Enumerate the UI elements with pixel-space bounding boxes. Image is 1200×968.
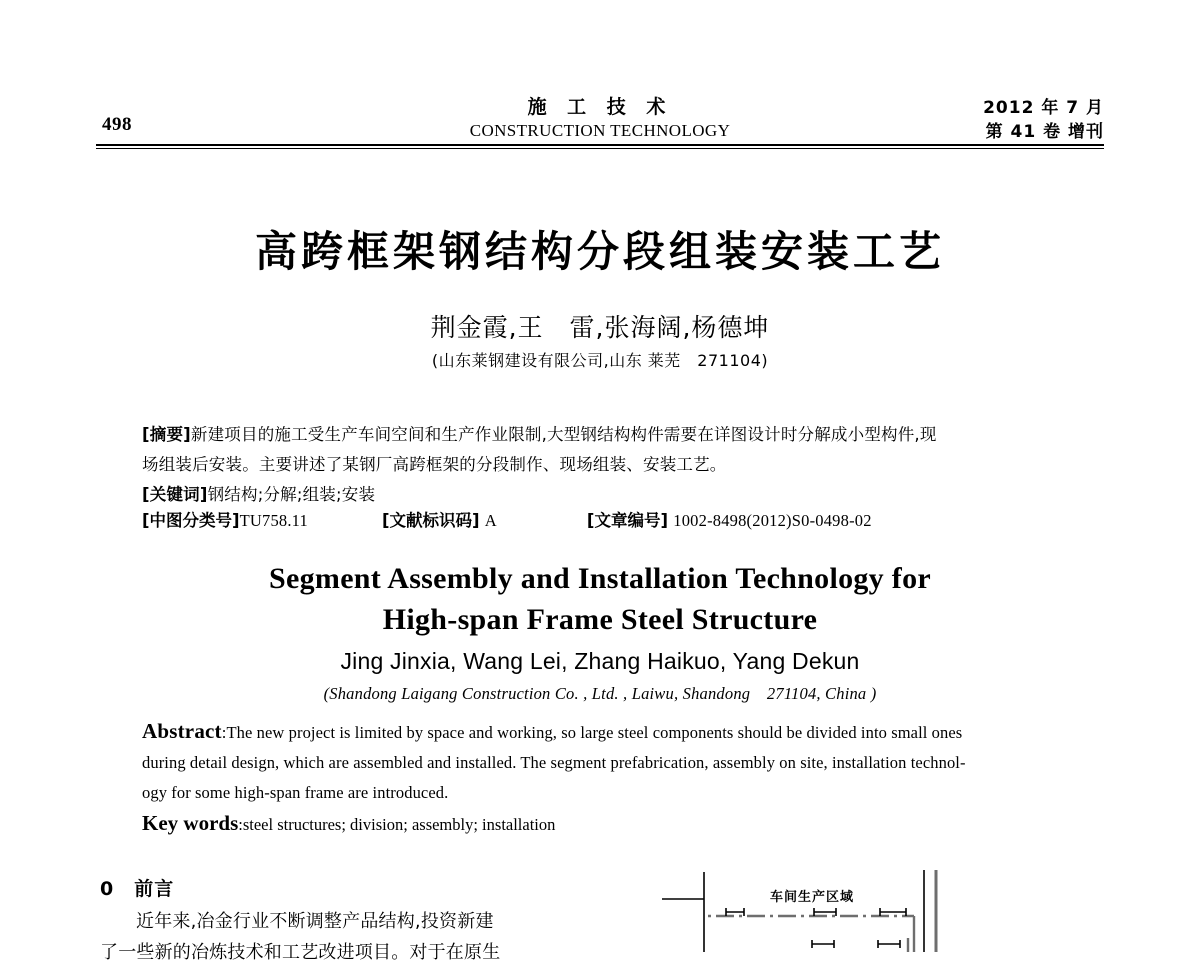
issue-date: 2012 年 7 月 — [983, 98, 1104, 118]
keywords-cn-line — [142, 480, 1072, 510]
clc-label: [中图分类号] — [142, 511, 240, 530]
article-number-segment — [587, 508, 872, 534]
issue-volume: 第 41 卷 增刊 — [985, 122, 1104, 142]
article-number-value: 1002-8498(2012)S0-0498-02 — [673, 511, 872, 530]
issue-info — [983, 96, 1104, 144]
abstract-en-line-1 — [142, 716, 1078, 748]
page-number: 498 — [102, 114, 132, 135]
keywords-cn-value: 钢结构;分解;组装;安装 — [207, 485, 376, 504]
abstract-en-line-2: during detail design, which are assembled and installed. The segment prefabrication, assembly on site, installation technol- — [142, 753, 966, 772]
figure-workshop-plan — [662, 868, 982, 952]
page-title-en-line-1: Segment Assembly and Installation Technology for — [269, 562, 931, 595]
affiliation-en: (Shandong Laigang Construction Co. , Ltd. , Laiwu, Shandong 271104, China ) — [323, 684, 877, 703]
abstract-cn-line-1 — [142, 420, 1072, 450]
keywords-en-separator: : — [238, 815, 243, 834]
figure-area-label: 车间生产区域 — [770, 890, 855, 905]
abstract-cn-label: [摘要] — [142, 425, 191, 444]
abstract-en — [142, 716, 1078, 808]
abstract-cn-line-2: 场组装后安装。主要讲述了某钢厂高跨框架的分段制作、现场组装、安装工艺。 — [142, 455, 727, 474]
body-paragraph-line-1: 近年来,冶金行业不断调整产品结构,投资新建 — [136, 911, 494, 932]
figure-drawing-svg — [662, 868, 982, 952]
body-column-left — [100, 906, 660, 968]
abstract-en-label: Abstract — [142, 719, 222, 743]
section-title: 前言 — [134, 878, 175, 900]
header-rule — [96, 144, 1104, 149]
dimension-ticks-upper — [726, 908, 906, 916]
running-head — [96, 96, 1104, 142]
body-paragraph-line-2: 了一些新的冶炼技术和工艺改进项目。对于在原生 — [100, 942, 501, 963]
dimension-ticks-lower — [812, 940, 900, 948]
journal-title-cn: 施 工 技 术 — [527, 96, 673, 118]
abstract-cn — [142, 420, 1072, 510]
header-rule-thick — [96, 144, 1104, 146]
abstract-cn-text-1: 新建项目的施工受生产车间空间和生产作业限制,大型钢结构构件需要在详图设计时分解成小型构件,现 — [190, 425, 937, 444]
abstract-en-text-1: The new project is limited by space and working, so large steel components should be divided into small ones — [226, 723, 963, 742]
article-number-label: [文章编号] — [586, 511, 669, 530]
page-title: 高跨框架钢结构分段组装安装工艺 — [254, 227, 945, 276]
keywords-en-label: Key words — [142, 811, 239, 835]
page-title-en-line-2: High-span Frame Steel Structure — [382, 603, 818, 636]
authors-cn: 荆金霞,王 雷,张海阔,杨德坤 — [430, 313, 770, 342]
clc-value: TU758.11 — [239, 511, 308, 530]
doc-code-value: A — [484, 511, 497, 530]
page-title-en — [96, 558, 1104, 640]
doc-code-segment — [382, 508, 497, 534]
abstract-en-separator: : — [221, 723, 227, 742]
authors-en: Jing Jinxia, Wang Lei, Zhang Haikuo, Yang Dekun — [340, 648, 860, 674]
journal-title-en: CONSTRUCTION TECHNOLOGY — [469, 121, 731, 140]
affiliation-cn: (山东莱钢建设有限公司,山东 莱芜 271104) — [431, 351, 769, 370]
keywords-cn-label: [关键词] — [142, 485, 208, 504]
header-rule-thin — [96, 148, 1104, 149]
section-heading — [100, 874, 174, 901]
abstract-en-line-3: ogy for some high-span frame are introduced. — [142, 783, 449, 802]
clc-segment — [142, 508, 308, 534]
keywords-en — [142, 808, 1078, 840]
section-number: 0 — [100, 878, 115, 900]
article-metadata — [142, 508, 1072, 534]
doc-code-label: [文献标识码] — [381, 511, 480, 530]
keywords-en-value: steel structures; division; assembly; installation — [242, 815, 556, 834]
journal-masthead — [96, 96, 1104, 141]
